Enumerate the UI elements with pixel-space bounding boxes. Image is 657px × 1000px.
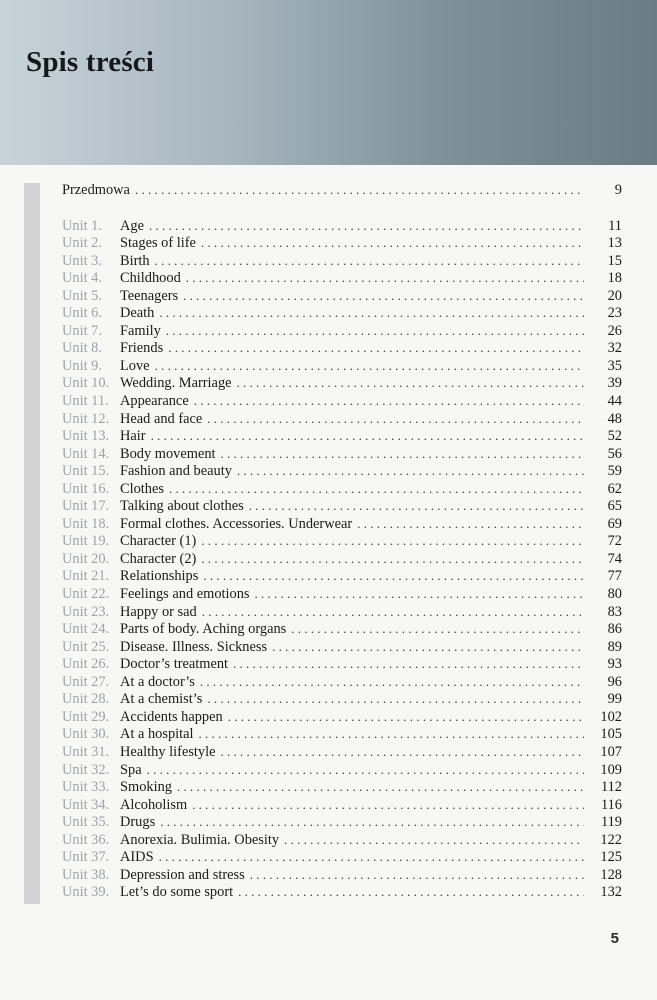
toc-unit-number: Unit 19. <box>62 533 110 550</box>
toc-entry-title: Character (1) <box>120 533 197 550</box>
toc-unit-number: Unit 34. <box>62 796 110 813</box>
dot-leader <box>250 866 584 884</box>
toc-entry[interactable] <box>62 673 622 691</box>
toc-unit-number: Unit 2. <box>62 235 102 252</box>
toc-entry[interactable] <box>62 831 622 849</box>
dot-leader <box>233 655 584 673</box>
toc-entry-page: 105 <box>600 726 622 743</box>
toc-entry[interactable] <box>62 585 622 603</box>
toc-entry[interactable] <box>62 339 622 357</box>
toc-unit-number: Unit 37. <box>62 849 110 866</box>
toc-entry-title: Formal clothes. Accessories. Underwear <box>120 515 353 532</box>
toc-entry-title: Childhood <box>120 270 181 287</box>
toc-entry-title: Depression and stress <box>120 866 245 883</box>
toc-entry-page: 80 <box>607 586 622 603</box>
toc-entry-page: 119 <box>600 814 622 831</box>
toc-entry-page: 86 <box>607 621 622 638</box>
dot-leader <box>160 813 584 831</box>
toc-entry-page: 26 <box>607 322 622 339</box>
toc-entry[interactable] <box>62 778 622 796</box>
toc-unit-number: Unit 17. <box>62 498 110 515</box>
toc-unit-number: Unit 4. <box>62 270 102 287</box>
toc-entry-title: Teenagers <box>120 287 179 304</box>
toc-entry[interactable] <box>62 813 622 831</box>
dot-leader <box>255 585 584 603</box>
toc-entry[interactable] <box>62 708 622 726</box>
toc-entry-title: Stages of life <box>120 235 196 252</box>
toc-entry-page: 59 <box>607 463 622 480</box>
toc-entry[interactable] <box>62 445 622 463</box>
dot-leader <box>147 761 584 779</box>
toc-side-bar <box>24 183 40 904</box>
toc-entry-page: 74 <box>607 550 622 567</box>
toc-unit-number: Unit 16. <box>62 480 110 497</box>
toc-entry[interactable] <box>62 725 622 743</box>
toc-entry-title: Alcoholism <box>120 796 188 813</box>
toc-unit-number: Unit 10. <box>62 375 110 392</box>
toc-unit-number: Unit 15. <box>62 463 110 480</box>
table-of-contents <box>62 181 622 901</box>
dot-leader <box>200 673 584 691</box>
dot-leader <box>272 638 584 656</box>
toc-entry[interactable] <box>62 796 622 814</box>
toc-entry-page: 39 <box>607 375 622 392</box>
dot-leader <box>221 445 584 463</box>
toc-entry-title: At a chemist’s <box>120 691 203 708</box>
toc-entry[interactable] <box>62 392 622 410</box>
toc-entry-title: Hair <box>120 428 146 445</box>
toc-entry[interactable] <box>62 620 622 638</box>
toc-entry-page: 65 <box>607 498 622 515</box>
toc-entry[interactable] <box>62 655 622 673</box>
toc-entry-title: Fashion and beauty <box>120 463 232 480</box>
dot-leader <box>237 462 584 480</box>
toc-entry-page: 69 <box>607 515 622 532</box>
toc-unit-number: Unit 28. <box>62 691 110 708</box>
dot-leader <box>192 796 584 814</box>
toc-entry-title: Doctor’s treatment <box>120 656 229 673</box>
toc-entry-title: Spa <box>120 761 142 778</box>
dot-leader <box>228 708 584 726</box>
toc-entry-page: 128 <box>600 866 622 883</box>
toc-unit-number: Unit 29. <box>62 708 110 725</box>
toc-entry-page: 44 <box>607 393 622 410</box>
toc-entry-page: 18 <box>607 270 622 287</box>
toc-unit-number: Unit 31. <box>62 743 110 760</box>
toc-entry-title: Appearance <box>120 393 189 410</box>
toc-unit-number: Unit 39. <box>62 884 110 901</box>
toc-entry[interactable] <box>62 269 622 287</box>
toc-unit-number: Unit 33. <box>62 779 110 796</box>
toc-unit-number: Unit 1. <box>62 217 102 234</box>
toc-entry[interactable] <box>62 462 622 480</box>
toc-entry[interactable] <box>62 410 622 428</box>
toc-entry-title: At a hospital <box>120 726 194 743</box>
toc-unit-number: Unit 11. <box>62 393 109 410</box>
toc-entry[interactable] <box>62 532 622 550</box>
toc-entry-page: 125 <box>600 849 622 866</box>
toc-entry-page: 48 <box>607 410 622 427</box>
toc-unit-number: Unit 21. <box>62 568 110 585</box>
toc-entry-title: Disease. Illness. Sickness <box>120 638 268 655</box>
dot-leader <box>237 374 584 392</box>
toc-entry-page: 112 <box>600 779 622 796</box>
dot-leader <box>201 550 584 568</box>
toc-unit-number: Unit 20. <box>62 550 110 567</box>
toc-entry-page: 93 <box>607 656 622 673</box>
toc-unit-number: Unit 5. <box>62 287 102 304</box>
toc-entry[interactable] <box>62 287 622 305</box>
dot-leader <box>238 883 584 901</box>
toc-entry-page: 56 <box>607 445 622 462</box>
toc-unit-number: Unit 24. <box>62 621 110 638</box>
toc-entry[interactable] <box>62 761 622 779</box>
toc-entry-title: Feelings and emotions <box>120 586 250 603</box>
toc-entry[interactable] <box>62 427 622 445</box>
toc-unit-number: Unit 8. <box>62 340 102 357</box>
page-title: Spis treści <box>26 46 155 78</box>
toc-entry-title: Body movement <box>120 445 216 462</box>
toc-entry-page: 109 <box>600 761 622 778</box>
toc-entry-title: Relationships <box>120 568 199 585</box>
dot-leader <box>169 480 584 498</box>
toc-entry[interactable] <box>62 848 622 866</box>
toc-unit-number: Unit 38. <box>62 866 110 883</box>
dot-leader <box>284 831 584 849</box>
toc-unit-number: Unit 36. <box>62 831 110 848</box>
toc-entry[interactable] <box>62 515 622 533</box>
toc-entry-page: 83 <box>607 603 622 620</box>
toc-entry-title: Let’s do some sport <box>120 884 234 901</box>
dot-leader <box>207 410 584 428</box>
toc-unit-number: Unit 18. <box>62 515 110 532</box>
toc-entry[interactable] <box>62 550 622 568</box>
dot-leader <box>166 322 584 340</box>
toc-entry-page: 52 <box>607 428 622 445</box>
toc-entry[interactable] <box>62 322 622 340</box>
toc-unit-number: Unit 12. <box>62 410 110 427</box>
toc-entry[interactable] <box>62 234 622 252</box>
toc-entry[interactable] <box>62 866 622 884</box>
toc-unit-number: Unit 26. <box>62 656 110 673</box>
toc-entry-title: Smoking <box>120 779 172 796</box>
dot-leader <box>199 725 584 743</box>
toc-entry-page: 102 <box>600 708 622 725</box>
toc-entry-title: Age <box>120 217 144 234</box>
toc-entry[interactable] <box>62 357 622 375</box>
dot-leader <box>194 392 584 410</box>
toc-entry[interactable] <box>62 480 622 498</box>
toc-entry-page: 13 <box>607 235 622 252</box>
toc-entry-title: Birth <box>120 252 150 269</box>
dot-leader <box>201 234 584 252</box>
toc-entry[interactable] <box>62 217 622 235</box>
toc-entry-title: Head and face <box>120 410 203 427</box>
toc-unit-number: Unit 25. <box>62 638 110 655</box>
toc-entry-title: Friends <box>120 340 164 357</box>
dot-leader <box>177 778 584 796</box>
toc-entry[interactable] <box>62 690 622 708</box>
dot-leader <box>291 620 584 638</box>
toc-entry-title: Wedding. Marriage <box>120 375 232 392</box>
toc-entry-page: 107 <box>600 743 622 760</box>
toc-entry-page: 20 <box>607 287 622 304</box>
toc-entry-page: 9 <box>614 182 622 198</box>
toc-entry[interactable] <box>62 743 622 761</box>
toc-entry-preface[interactable] <box>62 181 622 199</box>
toc-entry-page: 122 <box>600 831 622 848</box>
toc-entry-title: Death <box>120 305 155 322</box>
header-band <box>0 0 657 165</box>
dot-leader <box>168 339 584 357</box>
dot-leader <box>159 304 584 322</box>
dot-leader <box>135 181 584 199</box>
toc-entry-page: 89 <box>607 638 622 655</box>
toc-entry[interactable] <box>62 567 622 585</box>
toc-entry[interactable] <box>62 497 622 515</box>
dot-leader <box>357 515 584 533</box>
dot-leader <box>201 532 584 550</box>
toc-unit-number: Unit 22. <box>62 586 110 603</box>
dot-leader <box>155 252 584 270</box>
dot-leader <box>151 427 584 445</box>
toc-entry-page: 32 <box>607 340 622 357</box>
toc-entry-title: Love <box>120 357 150 374</box>
dot-leader <box>202 603 584 621</box>
toc-unit-number: Unit 13. <box>62 428 110 445</box>
toc-entry-title: Healthy lifestyle <box>120 743 216 760</box>
toc-entry[interactable] <box>62 252 622 270</box>
toc-unit-number: Unit 9. <box>62 357 102 374</box>
dot-leader <box>186 269 584 287</box>
toc-unit-number: Unit 30. <box>62 726 110 743</box>
toc-entry-page: 23 <box>607 305 622 322</box>
toc-entry[interactable] <box>62 374 622 392</box>
toc-entry-title: Clothes <box>120 480 164 497</box>
dot-leader <box>221 743 584 761</box>
page-number: 5 <box>610 930 619 947</box>
dot-leader <box>207 690 584 708</box>
toc-entry-title: Happy or sad <box>120 603 197 620</box>
toc-entry-page: 62 <box>607 480 622 497</box>
toc-entry-page: 15 <box>607 252 622 269</box>
toc-entry-page: 116 <box>600 796 622 813</box>
toc-unit-number: Unit 35. <box>62 814 110 831</box>
toc-entry-title: At a doctor’s <box>120 673 195 690</box>
toc-unit-number: Unit 14. <box>62 445 110 462</box>
toc-entry-title: Talking about clothes <box>120 498 244 515</box>
toc-unit-number: Unit 23. <box>62 603 110 620</box>
toc-entry-title: Drugs <box>120 814 156 831</box>
toc-entry-page: 132 <box>600 884 622 901</box>
toc-unit-number: Unit 27. <box>62 673 110 690</box>
dot-leader <box>159 848 584 866</box>
toc-entry-title: Parts of body. Aching organs <box>120 621 287 638</box>
toc-entry-title: AIDS <box>120 849 154 866</box>
toc-entry-title: Accidents happen <box>120 708 223 725</box>
toc-entry[interactable] <box>62 304 622 322</box>
dot-leader <box>149 217 584 235</box>
toc-entry-title: Przedmowa <box>62 182 130 198</box>
toc-entry[interactable] <box>62 603 622 621</box>
toc-entry-page: 77 <box>607 568 622 585</box>
toc-entry-title: Anorexia. Bulimia. Obesity <box>120 831 280 848</box>
toc-unit-number: Unit 3. <box>62 252 102 269</box>
toc-entry-title: Family <box>120 322 161 339</box>
dot-leader <box>249 497 584 515</box>
dot-leader <box>183 287 584 305</box>
dot-leader <box>155 357 584 375</box>
toc-unit-number: Unit 32. <box>62 761 110 778</box>
toc-entry-page: 11 <box>608 217 622 234</box>
toc-unit-number: Unit 7. <box>62 322 102 339</box>
dot-leader <box>203 567 584 585</box>
toc-entry[interactable] <box>62 883 622 901</box>
toc-entry-title: Character (2) <box>120 550 197 567</box>
toc-entry[interactable] <box>62 638 622 656</box>
toc-entry-page: 96 <box>607 673 622 690</box>
toc-entry-page: 99 <box>607 691 622 708</box>
toc-entry-page: 35 <box>607 357 622 374</box>
toc-entry-page: 72 <box>607 533 622 550</box>
toc-unit-number: Unit 6. <box>62 305 102 322</box>
